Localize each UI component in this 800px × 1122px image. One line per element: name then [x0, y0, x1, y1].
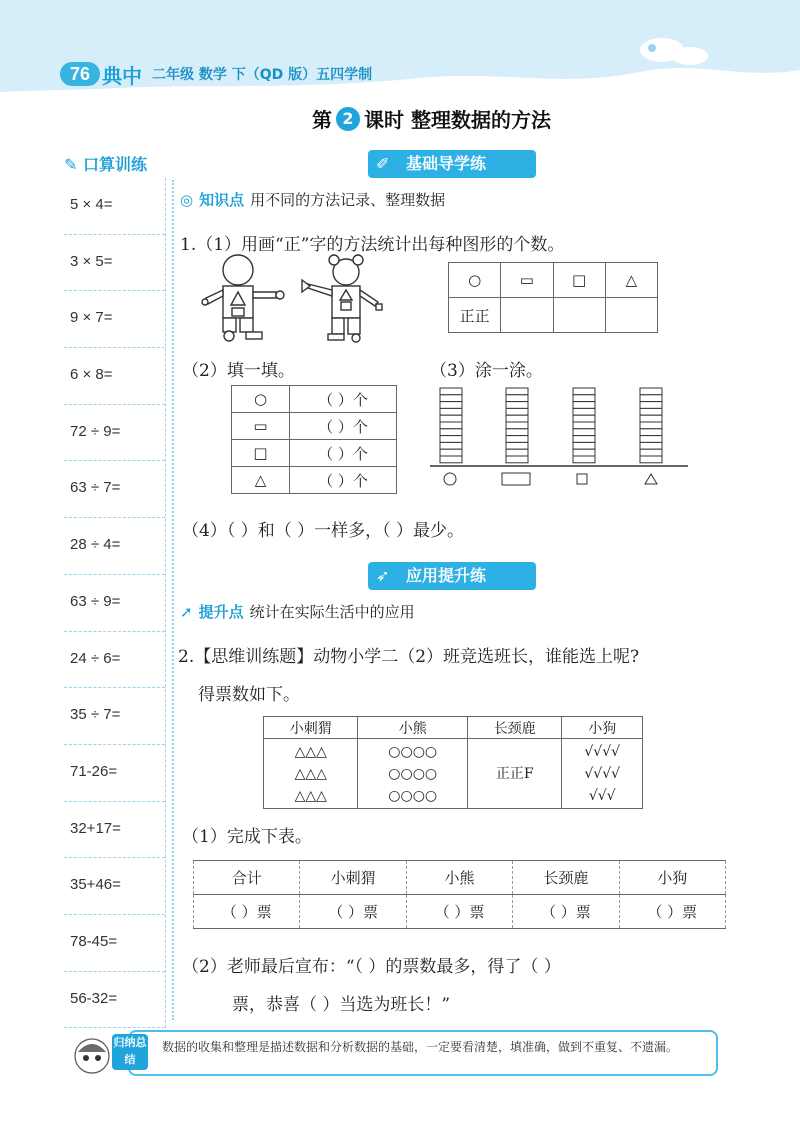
- coloring-cell[interactable]: [573, 388, 595, 395]
- page-header: [0, 0, 800, 100]
- coloring-cell[interactable]: [506, 429, 528, 436]
- oral-item: 63 ÷ 9=: [64, 575, 165, 632]
- pencil-icon: ✎: [64, 155, 78, 174]
- oral-item: 78-45=: [64, 915, 165, 972]
- tally-table: [448, 262, 658, 333]
- oral-item: 5 × 4=: [64, 178, 165, 235]
- triangle-icon: △: [232, 467, 290, 494]
- oral-training-list: [64, 178, 166, 1028]
- knowledge-point: ◎ 知识点 用不同的方法记录、整理数据: [180, 190, 446, 209]
- header-hedgehog: 小刺猬: [300, 861, 406, 895]
- oral-item: 63 ÷ 7=: [64, 461, 165, 518]
- triangle-icon: △: [605, 263, 657, 298]
- column-divider: [172, 180, 174, 1020]
- table-header-row: [194, 861, 726, 895]
- rectangle-icon: ▭: [501, 263, 553, 298]
- question-2-part-1: （1）完成下表。: [182, 827, 312, 847]
- question-1-part-2: （2）填一填。: [182, 361, 295, 381]
- vote-table: [263, 716, 643, 809]
- oral-item: 71-26=: [64, 745, 165, 802]
- coloring-cell[interactable]: [506, 388, 528, 395]
- question-2-part-2-line-2: 票，恭喜（ ）当选为班长！”: [232, 995, 451, 1015]
- lesson-number: 2: [336, 107, 360, 131]
- table-row: [194, 895, 726, 929]
- coloring-cell[interactable]: [506, 449, 528, 456]
- square-icon: [577, 474, 587, 484]
- coloring-columns[interactable]: [440, 388, 662, 463]
- question-2-part-2-line-1: （2）老师最后宣布：“（ ）的票数最多，得了（ ）: [182, 957, 561, 977]
- coloring-cell[interactable]: [573, 415, 595, 422]
- robot-right: [302, 255, 382, 342]
- header-hedgehog: 小刺猬: [264, 717, 358, 739]
- coloring-cell[interactable]: [640, 449, 662, 456]
- robot-left: [202, 255, 284, 341]
- fill-cell[interactable]: （ ）个: [290, 413, 397, 440]
- coloring-cell[interactable]: [440, 415, 462, 422]
- table-row: [232, 467, 397, 494]
- coloring-cell[interactable]: [440, 436, 462, 443]
- header-dog: 小狗: [619, 861, 725, 895]
- header-giraffe: 长颈鹿: [513, 861, 619, 895]
- answer-cell[interactable]: （ ）票: [619, 895, 725, 929]
- header-giraffe: 长颈鹿: [467, 717, 561, 739]
- coloring-cell[interactable]: [506, 408, 528, 415]
- oral-item: 35+46=: [64, 858, 165, 915]
- oral-item: 32+17=: [64, 802, 165, 859]
- oral-item: 28 ÷ 4=: [64, 518, 165, 575]
- coloring-cell[interactable]: [640, 456, 662, 463]
- question-2-line-1: 2.【思维训练题】动物小学二（2）班竞选班长，谁能选上呢?: [178, 647, 640, 667]
- coloring-cell[interactable]: [506, 442, 528, 449]
- oral-item: 56-32=: [64, 972, 165, 1029]
- coloring-cell[interactable]: [440, 449, 462, 456]
- triangle-icon: [645, 474, 657, 484]
- rectangle-icon: [502, 473, 530, 485]
- coloring-cell[interactable]: [506, 415, 528, 422]
- section-banner-basic: ✐ 基础导学练: [368, 150, 536, 178]
- coloring-cell[interactable]: [440, 402, 462, 409]
- fill-cell[interactable]: （ ）个: [290, 386, 397, 413]
- coloring-cell[interactable]: [506, 436, 528, 443]
- coloring-cell[interactable]: [640, 436, 662, 443]
- answer-cell[interactable]: （ ）票: [300, 895, 406, 929]
- coloring-cell[interactable]: [573, 402, 595, 409]
- table-header-row: [264, 717, 643, 739]
- votes-hedgehog: △△△ △△△ △△△: [264, 739, 358, 809]
- header-bear: 小熊: [358, 717, 468, 739]
- header-dog: 小狗: [562, 717, 643, 739]
- table-row: [264, 739, 643, 809]
- coloring-cell[interactable]: [506, 456, 528, 463]
- coloring-cell[interactable]: [440, 429, 462, 436]
- votes-giraffe: 正正F: [467, 739, 561, 809]
- result-table: [193, 860, 726, 929]
- improvement-point: ➚ 提升点 统计在实际生活中的应用: [180, 602, 415, 621]
- tally-cell-circle: 正正: [449, 298, 501, 333]
- table-row: [449, 263, 658, 298]
- coloring-cell[interactable]: [573, 395, 595, 402]
- compass-icon: ✐: [376, 154, 390, 173]
- oral-item: 72 ÷ 9=: [64, 405, 165, 462]
- lesson-title: [312, 104, 551, 133]
- target-icon: ◎: [180, 190, 194, 209]
- circle-icon: [444, 473, 456, 485]
- coloring-cell[interactable]: [573, 456, 595, 463]
- tally-cell-triangle[interactable]: [605, 298, 657, 333]
- coloring-cell[interactable]: [440, 388, 462, 395]
- rocket-small-icon: ➚: [180, 602, 193, 621]
- summary-badge: 归纳总结: [112, 1034, 148, 1070]
- answer-cell[interactable]: （ ）票: [513, 895, 619, 929]
- coloring-cell[interactable]: [440, 422, 462, 429]
- table-row: [232, 440, 397, 467]
- summary-text: 数据的收集和整理是描述数据和分析数据的基础，一定要看清楚，填准确，做到不重复、不遗漏。: [162, 1040, 679, 1054]
- coloring-cell[interactable]: [506, 395, 528, 402]
- square-icon: □: [553, 263, 605, 298]
- coloring-cell[interactable]: [640, 429, 662, 436]
- coloring-cell[interactable]: [506, 402, 528, 409]
- oral-item: 3 × 5=: [64, 235, 165, 292]
- coloring-cell[interactable]: [640, 388, 662, 395]
- question-1-part-4: （4）（ ）和（ ）一样多，（ ）最少。: [182, 521, 465, 541]
- page-number: 76: [60, 62, 100, 86]
- circle-icon: ○: [449, 263, 501, 298]
- oral-item: 24 ÷ 6=: [64, 632, 165, 689]
- question-2-line-2: 得票数如下。: [198, 685, 300, 705]
- coloring-cell[interactable]: [440, 456, 462, 463]
- header-bear: 小熊: [406, 861, 512, 895]
- oral-item: 6 × 8=: [64, 348, 165, 405]
- answer-cell[interactable]: （ ）票: [406, 895, 512, 929]
- answer-cell[interactable]: （ ）票: [194, 895, 300, 929]
- rocket-icon: ➶: [376, 566, 390, 585]
- fill-table: [231, 385, 397, 494]
- coloring-cell[interactable]: [440, 442, 462, 449]
- tally-cell-rectangle[interactable]: [501, 298, 553, 333]
- coloring-cell[interactable]: [640, 422, 662, 429]
- header-total: 合计: [194, 861, 300, 895]
- coloring-cell[interactable]: [506, 422, 528, 429]
- square-icon: □: [232, 440, 290, 467]
- coloring-cell[interactable]: [573, 436, 595, 443]
- robot-figures-illustration: [196, 252, 396, 348]
- section-banner-advanced: ➶ 应用提升练: [368, 562, 536, 590]
- votes-bear: ○○○○ ○○○○ ○○○○: [358, 739, 468, 809]
- coloring-cell[interactable]: [640, 402, 662, 409]
- question-1-part-3: （3）涂一涂。: [430, 361, 543, 381]
- table-row: [232, 413, 397, 440]
- coloring-cell[interactable]: [573, 429, 595, 436]
- fill-cell[interactable]: （ ）个: [290, 440, 397, 467]
- coloring-cell[interactable]: [640, 395, 662, 402]
- cartoon-mascot-icon: [72, 1036, 112, 1080]
- coloring-cell[interactable]: [573, 408, 595, 415]
- coloring-cell[interactable]: [640, 442, 662, 449]
- coloring-cell[interactable]: [640, 408, 662, 415]
- table-row: [232, 386, 397, 413]
- votes-dog: √√√√ √√√√ √√√: [562, 739, 643, 809]
- table-row: [449, 298, 658, 333]
- coloring-cell[interactable]: [640, 415, 662, 422]
- oral-item: 35 ÷ 7=: [64, 688, 165, 745]
- coloring-grid: [428, 384, 690, 494]
- rectangle-icon: ▭: [232, 413, 290, 440]
- lesson-prefix: 第: [312, 108, 332, 132]
- circle-icon: ○: [232, 386, 290, 413]
- coloring-cell[interactable]: [573, 449, 595, 456]
- coloring-cell[interactable]: [440, 395, 462, 402]
- tally-cell-square[interactable]: [553, 298, 605, 333]
- fill-cell[interactable]: （ ）个: [290, 467, 397, 494]
- series-logo: 典中: [102, 64, 142, 88]
- oral-item: 9 × 7=: [64, 291, 165, 348]
- coloring-cell[interactable]: [573, 442, 595, 449]
- coloring-cell[interactable]: [440, 408, 462, 415]
- lesson-name: 课时 整理数据的方法: [364, 108, 551, 132]
- summary-box: [128, 1030, 718, 1076]
- question-1-intro: 1.（1）用画“正”字的方法统计出每种图形的个数。: [180, 235, 565, 255]
- book-info: 二年级 数学 下（QD 版）五四学制: [152, 67, 373, 83]
- coloring-cell[interactable]: [573, 422, 595, 429]
- oral-training-title: ✎ 口算训练: [64, 155, 147, 174]
